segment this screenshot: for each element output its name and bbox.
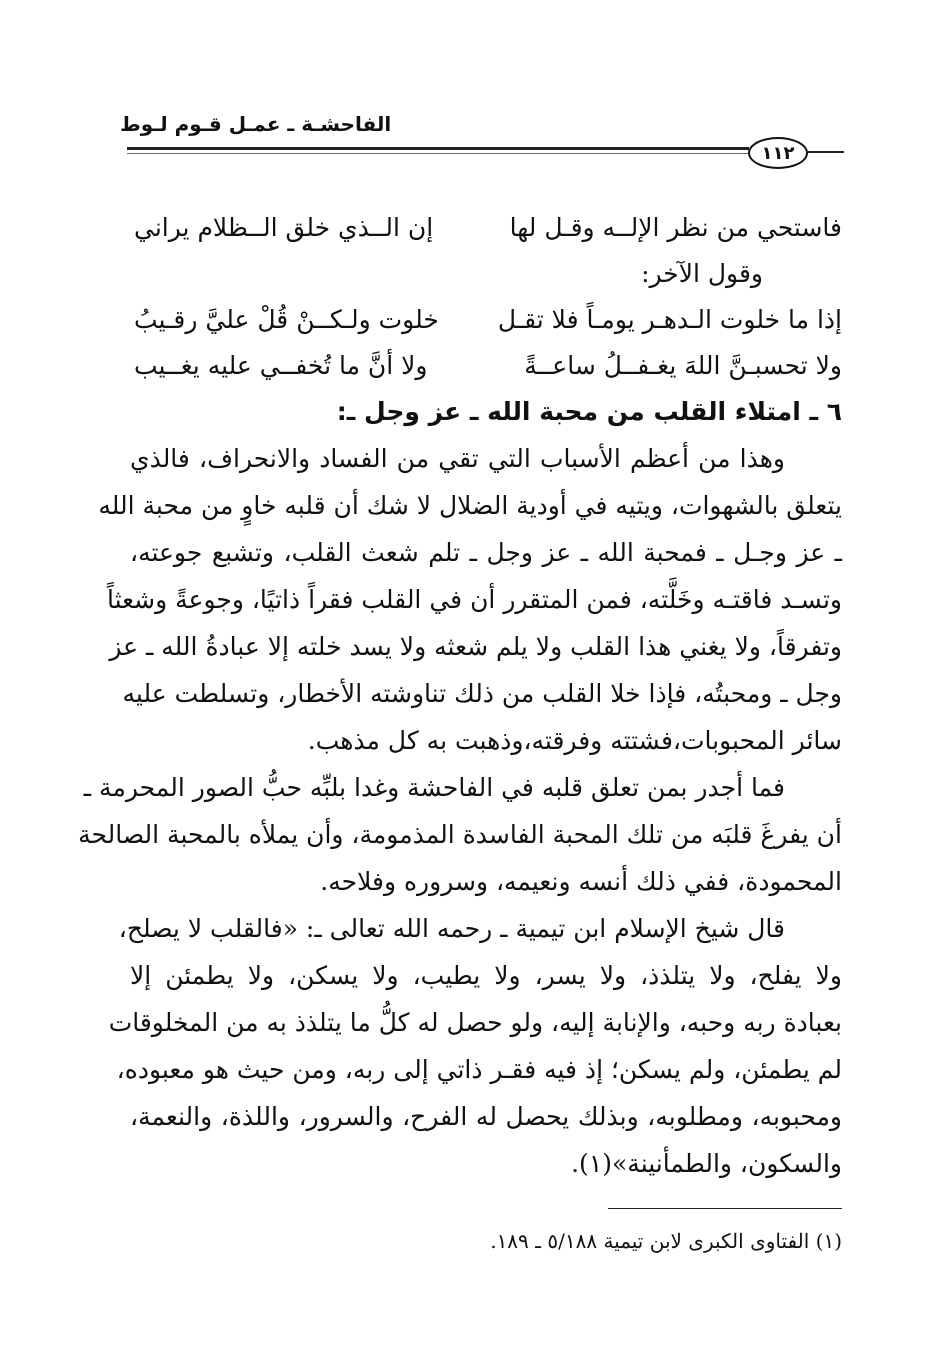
paragraph-3-line: ومحبوبه، ومطلوبه، وبذلك يحصل له الفرح، والسرور، واللذة، والنعمة، [130,1102,842,1131]
paragraph-1-line: وتفرقاً، ولا يغني هذا القلب ولا يلم شعثه ولا يسد خلته إلا عبادةُ الله ـ عز [109,632,842,661]
verse-3-first-hemistich: ولا تحسبـنَّ اللهَ يغـفــلُ ساعــةً [524,351,842,380]
header-rule [127,147,749,150]
header-rule-thin [127,153,749,154]
paragraph-1-line: ـ عز وجـل ـ فمحبة الله ـ عز وجل ـ تلم شعث القلب، وتشبع جوعته، [130,538,842,567]
paragraph-3-line: بعبادة ربه وحبه، والإنابة إليه، ولو حصل له كلُّ ما يتلذذ به من المخلوقات [108,1008,842,1037]
paragraph-1-line: وجل ـ ومحبتُه، فإذا خلا القلب من ذلك تناوشته الأخطار، وتسلطت عليه [122,679,842,708]
section-heading: ٦ ـ امتلاء القلب من محبة الله ـ عز وجل ـ: [336,397,842,426]
paragraph-3-line: قال شيخ الإسلام ابن تيمية ـ رحمه الله تعالى ـ: «فالقلب لا يصلح، [118,914,785,943]
paragraph-3-line: ولا يفلح، ولا يتلذذ، ولا يسر، ولا يطيب، ولا يسكن، ولا يطمئن إلا [130,961,842,990]
paragraph-3-line: والسكون، والطمأنينة»(١). [571,1149,842,1178]
paragraph-1-line: وتسـد فاقتـه وخَلَّته، فمن المتقرر أن في القلب فقراً ذاتيًا، وجوعةً وشعثاً [106,585,842,614]
verse-1-second-hemistich: إن الــذي خلق الــظلام يراني [134,213,434,242]
verse-1-first-hemistich: فاستحي من نظر الإلــه وقـل لها [509,213,842,242]
intro-line: وقول الآخر: [641,259,763,288]
header-rule-right [808,151,844,153]
verse-2-first-hemistich: إذا ما خلوت الـدهـر يومـاً فلا تقـل [497,305,842,334]
paragraph-2-line: أن يفرغَ قلبَه من تلك المحبة الفاسدة المذمومة، وأن يملأه بالمحبة الصالحة [78,820,842,849]
paragraph-1-line: وهذا من أعظم الأسباب التي تقي من الفساد والانحراف، فالذي [130,444,785,473]
footnote-rule [608,1208,842,1209]
running-title: الفاحشـة ـ عمـل قـوم لـوط [120,112,392,136]
footnote: (١) الفتاوى الكبرى لابن تيمية ٥/١٨٨ ـ ١٨٩. [490,1229,842,1253]
paragraph-1-line: سائر المحبوبات،فشتته وفرقته،وذهبت به كل مذهب. [307,726,842,755]
verse-2-second-hemistich: خلوت ولـكــنْ قُلْ عليَّ رقـيبُ [134,305,439,334]
verse-3-second-hemistich: ولا أنَّ ما تُخفــي عليه يغــيب [134,351,428,380]
paragraph-2-line: المحمودة، ففي ذلك أنسه ونعيمه، وسروره وفلاحه. [320,867,842,896]
paragraph-1-line: يتعلق بالشهوات، ويتيه في أودية الضلال لا شك أن قلبه خاوٍ من محبة الله [98,491,842,520]
paragraph-2-line: فما أجدر بمن تعلق قلبه في الفاحشة وغدا بلبِّه حبُّ الصور المحرمة ـ [83,773,785,802]
page-number: ١١٢ [748,137,808,169]
paragraph-3-line: لم يطمئن، ولم يسكن؛ إذ فيه فقـر ذاتي إلى ربه، ومن حيث هو معبوده، [116,1055,842,1084]
